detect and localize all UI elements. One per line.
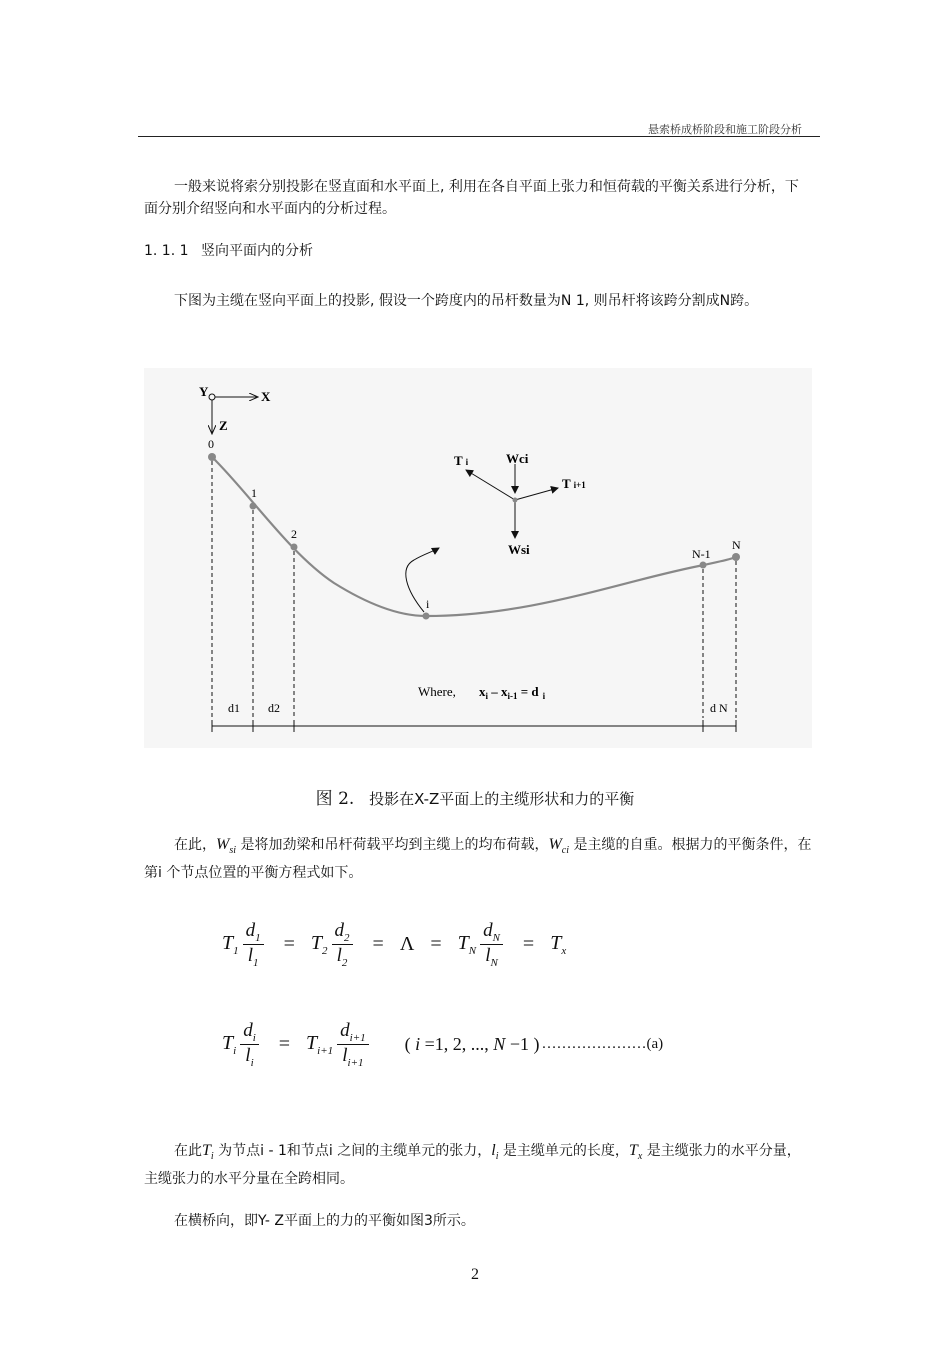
paragraph-loads: 在此，$W_{si}$ 是将加劲梁和吊杆荷载平均到主缆上的均布荷载，$W_{ci}$ 是主缆的自重。根据力的平衡条件，在第i 个节点位置的平衡方程式如下。 [144,836,812,882]
eq2-condition: ( i =1, 2, ..., N −1 ) [404,1033,540,1054]
eq2-frac-i: $\frac{d_i}{l_i}$ [240,1020,259,1069]
eq2-tag: …………………(a) [541,1035,664,1052]
ti-symbol: $T_i$ [202,1142,214,1163]
eq1-frac-1: $\frac{d_1}{l_1}$ [243,920,264,969]
eq2-ti1: $T_{i+1}$ [306,1031,334,1057]
ti-arrow [466,470,515,500]
eq2-frac-i1: $\frac{d_{i+1}}{l_{i+1}}$ [337,1020,368,1069]
axis-x-label: X [261,389,271,404]
node-n1-point [700,562,707,569]
node-2-point [291,544,298,551]
dim-d2-label: d2 [268,701,280,715]
section-paragraph: 下图为主缆在竖向平面上的投影, 假设一个跨度内的吊杆数量为N 1, 则吊杆将该跨分割成N跨。 [174,293,759,309]
section-title: 竖向平面内的分析 [200,243,313,259]
equation-1: $T_1$ $\frac{d_1}{l_1}$ = $T_2$ $\frac{d_2}{l_2}$ = Λ = $T_N$ $\frac{d_N}{l_N}$ = $T_x$ [222,920,567,969]
wsi-symbol: $W_{si}$ [216,836,236,857]
force-ti1-label: T i+1 [562,476,586,491]
caption-text: 投影在X-Z平面上的主缆形状和力的平衡 [369,790,635,808]
node-i-point [423,613,430,620]
dim-dn-label: d N [710,701,728,715]
node-label-0: 0 [208,437,214,451]
page-number: 2 [471,1266,479,1283]
cable-projection-figure [144,368,812,748]
eq1-tx: $T_x$ [550,931,567,957]
eq1-lambda: Λ [399,932,415,955]
eq1-t1: $T_1$ [222,931,239,957]
section-number: 1. 1. 1 [144,243,189,259]
running-header: 悬索桥成桥阶段和施工阶段分析 [648,123,802,136]
paragraph-transverse: 在横桥向，即Y- Z平面上的力的平衡如图3所示。 [174,1213,475,1229]
force-node-point [513,498,518,503]
node-n-point [732,553,740,561]
dim-d1-label: d1 [228,701,240,715]
paragraph-tension: 在此$T_i$ 为节点i - 1和节点i 之间的主缆单元的张力，$l_i$ 是主缆单元的长度，$T_x$ 是主缆张力的水平分量，主缆张力的水平分量在全跨相同。 [144,1142,801,1188]
eq1-tn: $T_N$ [457,931,477,957]
node-label-2: 2 [291,527,297,541]
node-1-point [250,503,257,510]
zoom-arrow [406,548,439,612]
figure-caption [0,784,950,809]
figure-svg [144,368,812,748]
axis-z-label: Z [219,418,228,433]
where-formula: $x_i - x_{i-1} = d$ $_i$ [479,684,546,701]
force-wci-label: Wci [506,451,529,466]
ti1-arrow [515,488,558,500]
force-ti-label: T i [454,453,469,468]
caption-number: 图 2. [315,789,355,809]
li-symbol: $l_i$ [491,1142,499,1163]
axis-y-label: Y [199,384,209,399]
where-text: Where, [418,684,456,699]
header-rule [138,136,820,137]
node-label-n1: N-1 [692,547,711,561]
force-wsi-label: Wsi [508,542,530,557]
eq1-frac-n: $\frac{d_N}{l_N}$ [480,920,503,969]
eq1-t2: $T_2$ [310,931,328,957]
section-heading [144,240,313,260]
node-label-n: N [732,538,741,552]
equation-2: $T_i$ $\frac{d_i}{l_i}$ = $T_{i+1}$ $\frac{d_{i+1}}{l_{i+1}}$ ( i =1, 2, ..., N −1 ) …………………(a) [222,1020,664,1069]
axis-origin-icon [209,394,215,400]
tx-symbol: $T_x$ [628,1142,643,1163]
node-label-1: 1 [251,486,257,500]
wci-symbol: $W_{ci}$ [548,836,569,857]
node-label-i: i [426,597,430,611]
intro-paragraph: 一般来说将索分别投影在竖直面和水平面上, 利用在各自平面上张力和恒荷载的平衡关系进行分析，下面分别介绍竖向和水平面内的分析过程。 [144,179,799,217]
node-0-point [208,453,216,461]
eq1-frac-2: $\frac{d_2}{l_2}$ [332,920,353,969]
eq2-ti: $T_i$ [222,1031,237,1057]
